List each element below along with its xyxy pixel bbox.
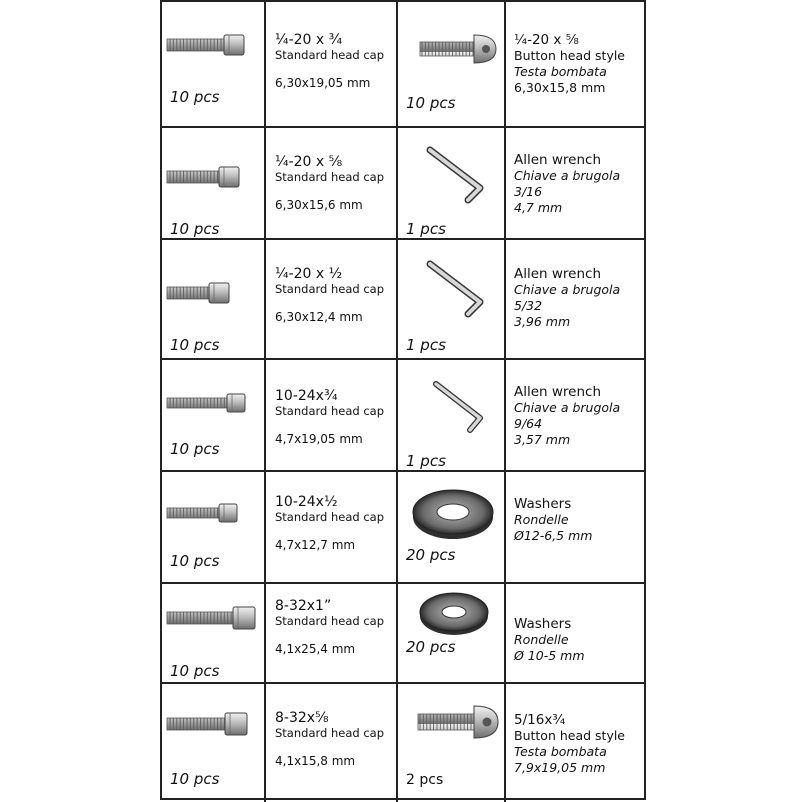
washer-icon	[410, 484, 496, 542]
screw-size: ¼-20 x ⅝	[275, 154, 343, 170]
screw-type: Standard head cap	[275, 726, 385, 740]
screw-dimensions: 6,30x12,4 mm	[275, 310, 363, 324]
screw-dimensions: 6,30x19,05 mm	[275, 76, 371, 90]
table-row	[162, 684, 644, 802]
screw-type: Standard head cap	[275, 614, 385, 628]
quantity-label: 1 pcs	[406, 220, 446, 238]
item-line: 4,7 mm	[514, 200, 563, 215]
item-title: Allen wrench	[514, 384, 602, 400]
item-line: Button head style	[514, 728, 625, 743]
item-line: Button head style	[514, 48, 625, 63]
quantity-label: 10 pcs	[170, 336, 220, 354]
allen-wrench-icon	[422, 258, 494, 320]
item-line: 3,57 mm	[514, 432, 571, 447]
screw-size: 10-24x¾	[275, 388, 338, 404]
item-title: 5/16x¾	[514, 712, 566, 728]
screw-dimensions: 4,1x15,8 mm	[275, 754, 356, 768]
screw-dimensions: 6,30x15,6 mm	[275, 198, 363, 212]
quantity-label: 10 pcs	[170, 770, 220, 788]
cap-screw-icon	[166, 604, 258, 632]
item-line: Chiave a brugola	[514, 400, 621, 415]
table-row	[162, 584, 644, 684]
button-head-screw-icon	[416, 704, 502, 740]
screw-size: 8-32x⅝	[275, 710, 329, 726]
screw-size: 10-24x½	[275, 494, 338, 510]
table-row	[162, 240, 644, 360]
screw-size: ¼-20 x ¾	[275, 32, 343, 48]
screw-size: 8-32x1”	[275, 598, 332, 614]
item-title: Washers	[514, 496, 572, 512]
table-row	[162, 128, 644, 240]
item-line: 9/64	[514, 416, 543, 431]
allen-wrench-icon	[422, 144, 494, 206]
table-row	[162, 2, 644, 128]
table-row	[162, 472, 644, 584]
allen-wrench-icon	[428, 378, 494, 436]
quantity-label: 10 pcs	[170, 220, 220, 238]
cap-screw-icon	[166, 164, 246, 190]
item-line: Chiave a brugola	[514, 282, 621, 297]
item-title: Washers	[514, 616, 572, 632]
screw-dimensions: 4,1x25,4 mm	[275, 642, 356, 656]
quantity-label: 10 pcs	[406, 94, 456, 112]
item-line: 3/16	[514, 184, 543, 199]
hardware-assortment-table	[160, 0, 646, 800]
item-line: Ø12-6,5 mm	[514, 528, 593, 543]
screw-dimensions: 4,7x12,7 mm	[275, 538, 356, 552]
quantity-label: 20 pcs	[406, 546, 456, 564]
cap-screw-icon	[166, 500, 246, 526]
screw-type: Standard head cap	[275, 48, 385, 62]
item-line: Testa bombata	[514, 744, 607, 759]
quantity-label: 10 pcs	[170, 440, 220, 458]
quantity-label: 10 pcs	[170, 662, 220, 680]
item-title: ¼-20 x ⅝	[514, 32, 579, 48]
quantity-label: 1 pcs	[406, 336, 446, 354]
item-line: Ø 10-5 mm	[514, 648, 585, 663]
quantity-label: 10 pcs	[170, 88, 220, 106]
item-line: Chiave a brugola	[514, 168, 621, 183]
quantity-label: 10 pcs	[170, 552, 220, 570]
screw-type: Standard head cap	[275, 170, 385, 184]
cap-screw-icon	[166, 280, 246, 306]
quantity-label: 20 pcs	[406, 638, 456, 656]
quantity-label: 1 pcs	[406, 452, 446, 470]
item-line: 5/32	[514, 298, 543, 313]
cap-screw-icon	[166, 710, 254, 738]
item-line: Rondelle	[514, 512, 569, 527]
quantity-label: 2 pcs	[406, 772, 444, 788]
screw-type: Standard head cap	[275, 404, 385, 418]
item-title: Allen wrench	[514, 266, 602, 282]
screw-size: ¼-20 x ½	[275, 266, 343, 282]
item-line: 7,9x19,05 mm	[514, 760, 606, 775]
screw-type: Standard head cap	[275, 282, 385, 296]
item-line: 6,30x15,8 mm	[514, 80, 606, 95]
washer-icon	[416, 588, 492, 638]
screw-type: Standard head cap	[275, 510, 385, 524]
item-line: 3,96 mm	[514, 314, 571, 329]
screw-dimensions: 4,7x19,05 mm	[275, 432, 363, 446]
item-line: Testa bombata	[514, 64, 607, 79]
item-line: Rondelle	[514, 632, 569, 647]
table-row	[162, 360, 644, 472]
cap-screw-icon	[166, 390, 254, 416]
button-head-screw-icon	[418, 32, 500, 66]
cap-screw-icon	[166, 32, 246, 58]
item-title: Allen wrench	[514, 152, 602, 168]
